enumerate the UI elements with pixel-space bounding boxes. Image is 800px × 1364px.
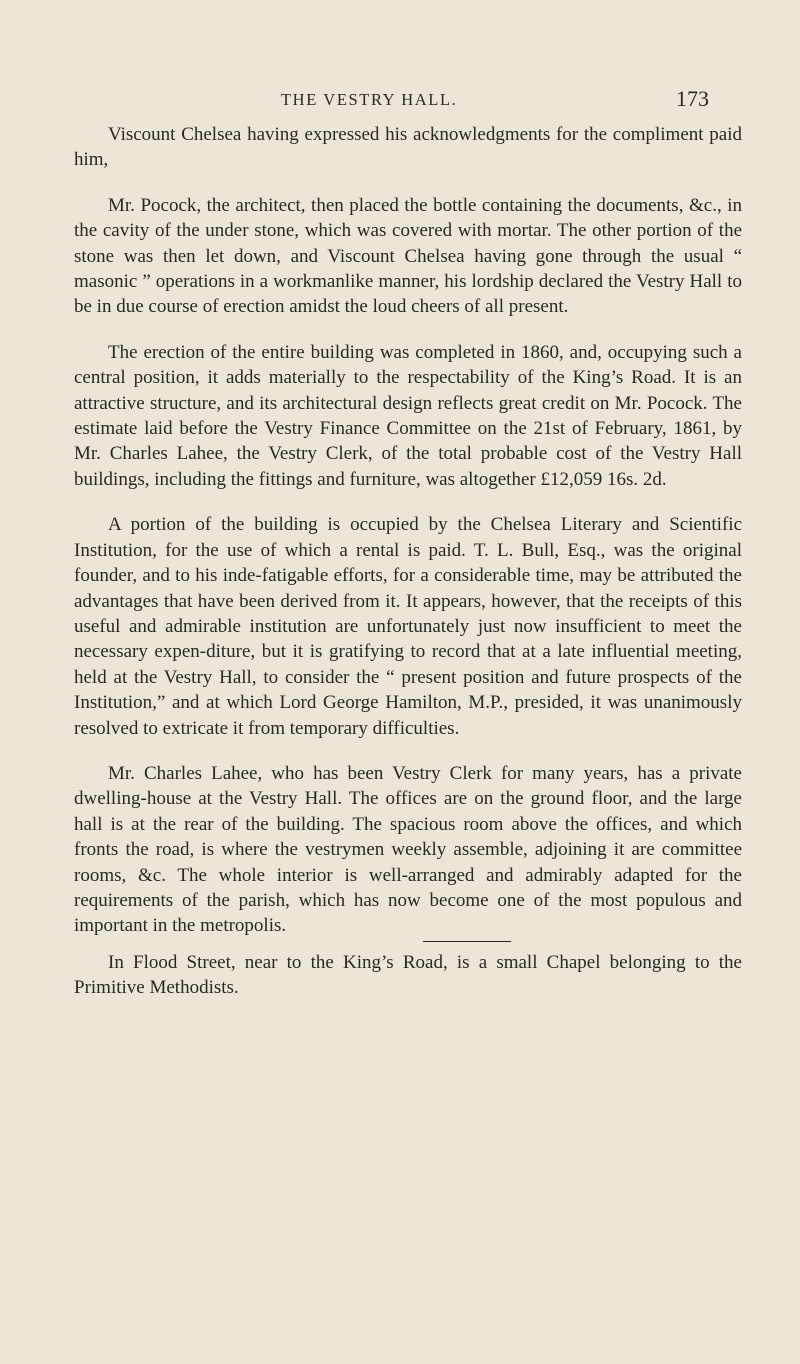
paragraph-stone-laying: Mr. Pocock, the architect, then placed the bottle containing the documents, &c., in the cavity of the under stone, which was covered with mortar. The other portion of the stone was then let down, and Viscount Chelsea having gone through the usual “ masonic ” operations in a workmanlike manner, his lordship declared the Vestry Hall to be in due course of erection amidst the loud cheers of all present. bbox=[74, 194, 742, 318]
running-title: THE VESTRY HALL. bbox=[281, 90, 458, 109]
page-number: 173 bbox=[676, 86, 709, 111]
body-text bbox=[74, 122, 742, 1001]
paragraph-flood-street-chapel: In Flood Street, near to the King’s Road, is a small Chapel belonging to the Primitive Methodists. bbox=[74, 951, 742, 999]
paragraph-acknowledgments: Viscount Chelsea having expressed his acknowledgments for the compliment paid him, bbox=[74, 124, 742, 171]
paragraph-vestry-clerk: Mr. Charles Lahee, who has been Vestry Clerk for many years, has a private dwelling-house at the Vestry Hall. The offices are on the ground floor, and the large hall is at the rear of the building. The spacious room above the offices, and which fronts the road, is where the vestrymen weekly assemble, adjoining it are committee rooms, &c. The whole interior is well-arranged and admirably adapted for the requirements of the parish, which has now become one of the most populous and important in the metropolis. bbox=[74, 762, 742, 937]
paragraph-literary-institution: A portion of the building is occupied by the Chelsea Literary and Scientific Institution, for the use of which a rental is paid. T. L. Bull, Esq., was the original founder, and to his inde-fatigable efforts, for a considerable time, may be attributed the advantages that have been derived from it. It appears, however, that the receipts of this useful and admirable institution are unfortunately just now insufficient to meet the necessary expen-diture, but it is gratifying to record that at a late influential meeting, held at the Vestry Hall, to consider the “ present position and future prospects of the Institution,” and at which Lord George Hamilton, M.P., presided, it was unanimously resolved to extricate it from temporary difficulties. bbox=[74, 514, 742, 739]
page-header bbox=[0, 86, 800, 116]
paragraph-erection-cost: The erection of the entire building was completed in 1860, and, occupying such a central position, it adds materially to the respectability of the King’s Road. It is an attractive structure, and its architectural design reflects great credit on Mr. Pocock. The estimate laid before the Vestry Finance Committee on the 21st of February, 1861, by Mr. Charles Lahee, the Vestry Clerk, of the total probable cost of the Vestry Hall buildings, including the fittings and furniture, was altogether £12,059 16s. 2d. bbox=[74, 341, 742, 490]
section-divider bbox=[423, 941, 511, 942]
